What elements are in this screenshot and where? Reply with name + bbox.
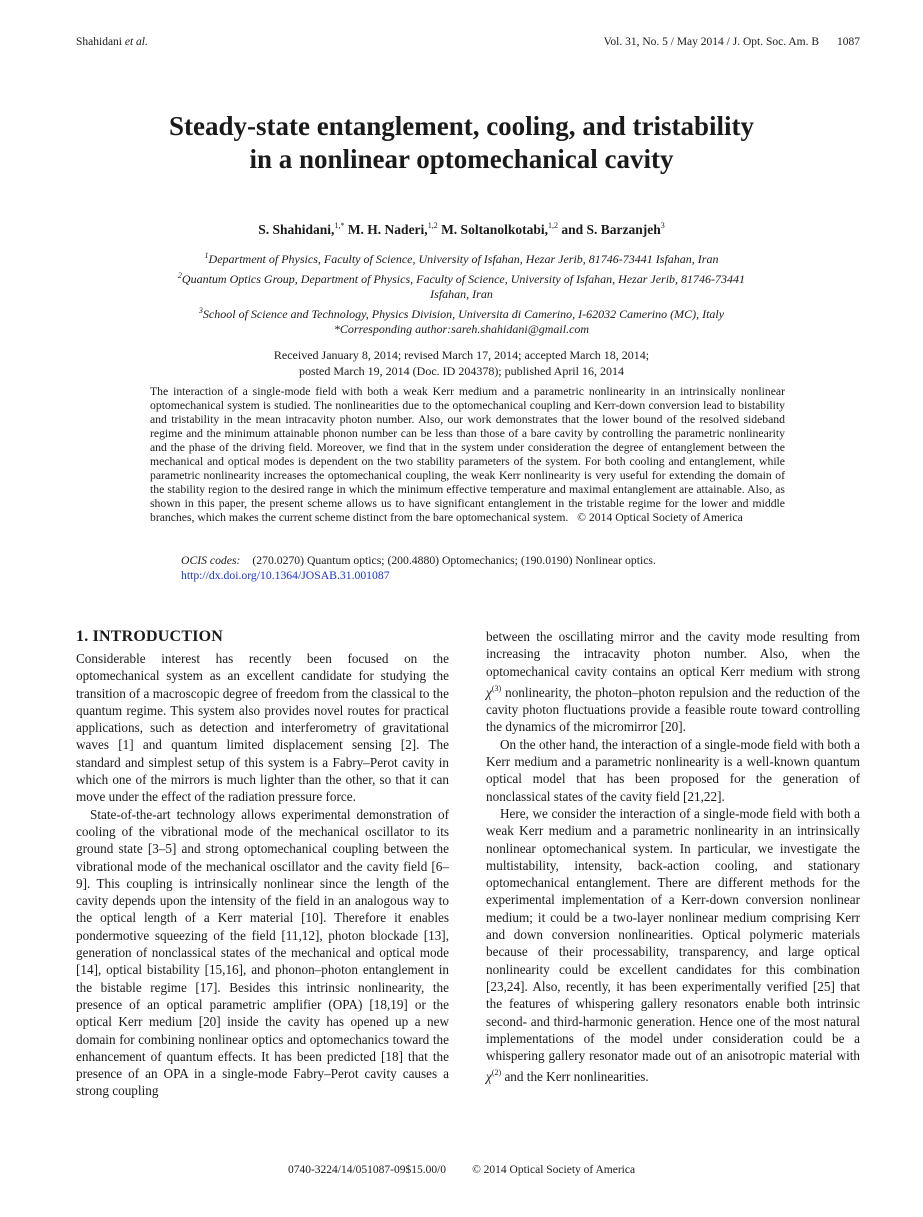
author: M. Soltanolkotabi, — [441, 222, 548, 237]
section-heading: 1. INTRODUCTION — [76, 628, 224, 645]
page-footer — [0, 1164, 923, 1176]
paragraph: Considerable interest has recently been focused on the optomechanical system as an excellent candidate for studying the transition of a macroscopic degree of freedom from the classical to the quantum regime. This system also provides novel routes for practical applications, such as detection and interferometry of gravitational waves [1] and quantum limited displacement sensing [2]. The standard and simplest setup of this system is a Fabry–Perot cavity in which one of the mirrors is much lighter than the other, so that it can move under the effect of the radiation pressure force. — [76, 651, 449, 805]
author: and S. Barzanjeh — [561, 222, 661, 237]
paragraph: State-of-the-art technology allows experimental demonstration of cooling of the vibrational mode of the mechanical oscillator to its ground state [3–5] and strong optomechanical coupling between the vibrational mode of the mechanical oscillator and the cavity field [6–9]. This coupling is intrinsically nonlinear since the length of the cavity depends upon the intensity of the field in an analogous way to the optical length of a Kerr material [10]. Therefore it enables pondermotive squeezing of the field [11,12], photon blockade [13], generation of nonclassical states of the mechanical and optical mode [14], optical bistability [15,16], and phonon–photon entanglement in the bistable regime [17]. Besides this intrinsic nonlinearity, the presence of an optical parametric amplifier (OPA) [18,19] or the optical Kerr medium [20] inside the cavity has opened up a new domain for combining nonlinear optics and optomechanics toward the enhancement of quantum effects. It has been predicted [18] that the presence of an OPA in a single-mode Fabry–Perot cavity causes a strong coupling — [76, 806, 449, 1099]
paragraph: between the oscillating mirror and the cavity mode resulting from increasing the intracavity photon number. Also, when the optomechanical cavity contains an optical Kerr medium with strong $\chi^{(3)}$ nonlinearity, the photon–photon repulsion and the reduction of the cavity photon fluctuations provide a feasible route toward controlling the dynamics of the micromirror [20]. — [486, 629, 861, 735]
running-head-authors: Shahidani et al. — [76, 36, 148, 48]
doi-link[interactable]: http://dx.doi.org/10.1364/JOSAB.31.001087 — [181, 569, 390, 582]
left-column — [76, 627, 449, 1100]
affiliation-2: $^2$Quantum Optics Group, Department of Physics, Faculty of Science, University of Isfahan, Hezar Jerib, 81746-73441 — [177, 270, 746, 286]
author: S. Shahidani, — [258, 222, 335, 237]
author: M. H. Naderi, — [347, 222, 428, 237]
right-column — [486, 628, 860, 1086]
abstract-copyright: © 2014 Optical Society of America — [577, 511, 743, 524]
paragraph: On the other hand, the interaction of a single-mode field with both a Kerr medium and a parametric nonlinearity is a well-known quantum optical model that has been proposed for the generation of nonclassical states of the cavity field [21,22]. — [486, 736, 860, 804]
page-number: 1087 — [837, 36, 860, 48]
author-list: S. Shahidani,$^{1,*}$ M. H. Naderi,$^{1,2}$ M. Soltanolkotabi,$^{1,2}$ and S. Barzanjeh$^3$ — [258, 221, 665, 237]
abstract: The interaction of a single-mode field with both a weak Kerr medium and a parametric nonlinearity in an intrinsically nonlinear optomechanical system is studied. The nonlinearities due to the optomechanical coupling and Kerr-down conversion lead to bistability and tristability in the mean intracavity photon number. Also, our work demonstrates that the lower bound of the resolved sideband regime and the minimum attainable phonon number can be less than those of a bare cavity by controlling the parametric nonlinearity and the phase of the driving field. Moreover, we find that in the system under consideration the degree of entanglement between the mechanical and optical modes is dependent on the two stability parameters of the system. For both cooling and entanglement, while parametric nonlinearity increases the optomechanical coupling, the weak Kerr nonlinearity is very useful for extending the domain of the stability region to the desired range in which the minimum effective temperature and maximal entanglement are attainable. Also, as shown in this paper, the present scheme allows us to have significant entanglement in the tristable regime for the lower and middle branches, which makes the current scheme distinct from the bare optomechanical system. © 2014 Optical Society of America — [150, 385, 785, 524]
received-dates: Received January 8, 2014; revised March 17, 2014; accepted March 18, 2014; posted March 19, 2014 (Doc. ID 204378); published April 16, 2014 — [273, 348, 650, 378]
affiliations: $^1$Department of Physics, Faculty of Science, University of Isfahan, Hezar Jerib, 81746-73441 Isfahan, Iran $^2$Quantum Optics Group, Department of Physics, Faculty of Science, University of Isfahan, Hezar Jerib, 81746-73441 Isfahan, Iran $^3$School of Science and Technology, Physics Division, Universita di Camerino, I-62032 Camerino (MC), Italy *Corresponding author:sareh.shahidani@gmail.com — [0, 248, 923, 338]
footer-copyright: © 2014 Optical Society of America — [472, 1164, 636, 1176]
running-head — [76, 36, 860, 52]
affiliation-1: $^1$Department of Physics, Faculty of Science, University of Isfahan, Hezar Jerib, 81746-73441 Isfahan, Iran — [204, 251, 719, 266]
affiliation-3: $^3$School of Science and Technology, Physics Division, Universita di Camerino, I-62032 Camerino (MC), Italy — [198, 305, 725, 321]
ocis-codes: OCIS codes: (270.0270) Quantum optics; (200.4880) Optomechanics; (190.0190) Nonlinear optics. — [181, 554, 656, 567]
paper-title: Steady-state entanglement, cooling, and tristability in a nonlinear optomechanical cavity — [169, 111, 754, 174]
corresponding-author: *Corresponding author:sareh.shahidani@gmail.com — [333, 322, 590, 337]
paragraph: Here, we consider the interaction of a single-mode field with both a weak Kerr medium and a parametric nonlinearity in an intrinsically nonlinear optomechanical system. In particular, we investigate the multistability, intensity, back-action cooling, and stationary optomechanical entanglement. There are different methods for the experimental implementation of a Kerr-down conversion nonlinear medium; it could be a two-layer nonlinear medium comprising Kerr and down conversion nonlinearities. Optical polymeric materials because of their processability, transparency, and large optical nonlinearity could be excellent candidates for this combination [23,24]. Also, recently, it has been experimentally verified [25] that the features of whispering gallery resonators enable both intrinsic second- and third-harmonic generation. Hence one of the most natural implementations of the model under consideration could be a whispering gallery resonator made out of an anisotropic material with $\chi^{(2)}$ and the Kerr nonlinearities. — [486, 805, 860, 1085]
running-head-journal: Vol. 31, No. 5 / May 2014 / J. Opt. Soc. Am. B 1087 — [603, 36, 860, 48]
article-code: 0740-3224/14/051087-09$15.00/0 — [287, 1164, 447, 1176]
